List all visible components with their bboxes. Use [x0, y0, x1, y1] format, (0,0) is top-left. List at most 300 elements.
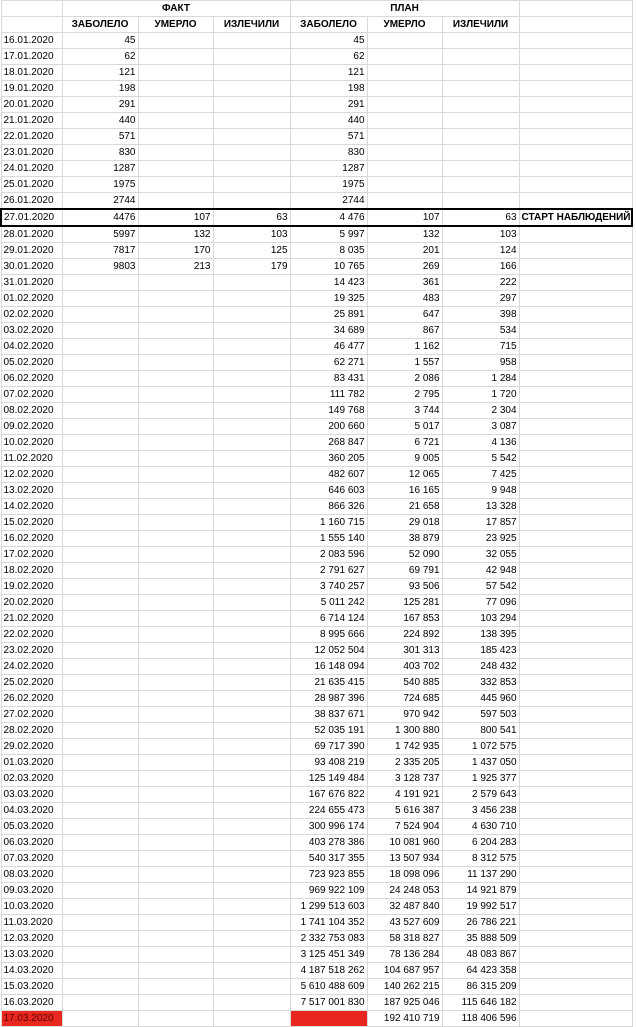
fact-cured-cell[interactable] — [213, 403, 290, 419]
date-cell[interactable]: 21.01.2020 — [1, 113, 62, 129]
empty-cell[interactable] — [519, 65, 632, 81]
plan-cured-cell[interactable]: 1 284 — [442, 371, 519, 387]
plan-cured-cell[interactable] — [442, 177, 519, 193]
fact-dead-cell[interactable] — [138, 467, 213, 483]
fact-dead-cell[interactable] — [138, 403, 213, 419]
fact-sick-cell[interactable]: 198 — [62, 81, 138, 97]
date-cell[interactable]: 04.03.2020 — [1, 803, 62, 819]
fact-sick-cell[interactable] — [62, 691, 138, 707]
empty-cell[interactable] — [519, 1011, 632, 1027]
date-cell[interactable]: 13.03.2020 — [1, 947, 62, 963]
plan-cured-cell[interactable]: 445 960 — [442, 691, 519, 707]
fact-sick-cell[interactable] — [62, 323, 138, 339]
date-cell[interactable]: 07.03.2020 — [1, 851, 62, 867]
plan-sick-cell[interactable]: 14 423 — [290, 275, 367, 291]
plan-cured-cell[interactable]: 1 925 377 — [442, 771, 519, 787]
fact-dead-cell[interactable] — [138, 145, 213, 161]
fact-cured-cell[interactable] — [213, 499, 290, 515]
date-cell[interactable]: 08.03.2020 — [1, 867, 62, 883]
fact-cured-cell[interactable] — [213, 483, 290, 499]
fact-cured-cell[interactable] — [213, 275, 290, 291]
date-cell[interactable]: 01.02.2020 — [1, 291, 62, 307]
plan-sick-cell[interactable]: 10 765 — [290, 259, 367, 275]
fact-dead-cell[interactable] — [138, 307, 213, 323]
plan-sick-cell[interactable]: 167 676 822 — [290, 787, 367, 803]
empty-cell[interactable] — [519, 275, 632, 291]
empty-cell[interactable] — [519, 323, 632, 339]
fact-sick-cell[interactable] — [62, 787, 138, 803]
plan-dead-cell[interactable]: 29 018 — [367, 515, 442, 531]
fact-sick-cell[interactable] — [62, 627, 138, 643]
date-cell[interactable]: 23.02.2020 — [1, 643, 62, 659]
date-cell[interactable]: 18.02.2020 — [1, 563, 62, 579]
date-cell[interactable]: 04.02.2020 — [1, 339, 62, 355]
plan-cured-cell[interactable]: 597 503 — [442, 707, 519, 723]
empty-cell[interactable] — [519, 691, 632, 707]
fact-sick-cell[interactable] — [62, 1011, 138, 1027]
plan-sick-cell[interactable]: 1 299 513 603 — [290, 899, 367, 915]
plan-dead-cell[interactable]: 361 — [367, 275, 442, 291]
fact-sick-cell[interactable]: 7817 — [62, 243, 138, 259]
empty-cell[interactable] — [519, 803, 632, 819]
date-cell[interactable]: 27.02.2020 — [1, 707, 62, 723]
fact-sick-cell[interactable] — [62, 611, 138, 627]
plan-sick-cell[interactable]: 224 655 473 — [290, 803, 367, 819]
fact-cured-cell[interactable] — [213, 947, 290, 963]
fact-cured-cell[interactable] — [213, 915, 290, 931]
plan-dead-cell[interactable]: 2 795 — [367, 387, 442, 403]
plan-dead-cell[interactable]: 1 300 880 — [367, 723, 442, 739]
plan-sick-cell[interactable]: 1 160 715 — [290, 515, 367, 531]
plan-cured-cell[interactable] — [442, 193, 519, 210]
fact-sick-cell[interactable] — [62, 339, 138, 355]
fact-sick-cell[interactable] — [62, 883, 138, 899]
plan-dead-cell[interactable] — [367, 177, 442, 193]
empty-cell[interactable] — [519, 387, 632, 403]
fact-cured-cell[interactable] — [213, 113, 290, 129]
fact-dead-cell[interactable] — [138, 435, 213, 451]
plan-dead-cell[interactable]: 3 128 737 — [367, 771, 442, 787]
fact-sick-cell[interactable] — [62, 723, 138, 739]
plan-sick-cell[interactable]: 4 476 — [290, 209, 367, 226]
fact-sick-cell[interactable] — [62, 947, 138, 963]
fact-dead-cell[interactable] — [138, 579, 213, 595]
plan-cured-cell[interactable]: 3 087 — [442, 419, 519, 435]
plan-dead-cell[interactable] — [367, 49, 442, 65]
empty-cell[interactable] — [519, 339, 632, 355]
plan-cured-cell[interactable]: 42 948 — [442, 563, 519, 579]
empty-cell[interactable] — [519, 563, 632, 579]
group-header-plan[interactable]: ПЛАН — [290, 1, 519, 17]
fact-dead-cell[interactable] — [138, 787, 213, 803]
fact-sick-cell[interactable] — [62, 835, 138, 851]
date-cell[interactable]: 25.02.2020 — [1, 675, 62, 691]
empty-cell[interactable] — [519, 851, 632, 867]
group-header-fact[interactable]: ФАКТ — [62, 1, 290, 17]
fact-sick-cell[interactable] — [62, 499, 138, 515]
plan-dead-cell[interactable]: 1 162 — [367, 339, 442, 355]
fact-dead-cell[interactable] — [138, 931, 213, 947]
date-cell[interactable]: 17.02.2020 — [1, 547, 62, 563]
empty-cell[interactable] — [519, 226, 632, 243]
fact-sick-cell[interactable] — [62, 995, 138, 1011]
plan-dead-cell[interactable]: 9 005 — [367, 451, 442, 467]
plan-sick-cell[interactable]: 28 987 396 — [290, 691, 367, 707]
fact-dead-cell[interactable] — [138, 129, 213, 145]
fact-cured-cell[interactable] — [213, 755, 290, 771]
plan-dead-cell[interactable]: 13 507 934 — [367, 851, 442, 867]
plan-sick-cell[interactable]: 5 610 488 609 — [290, 979, 367, 995]
plan-dead-cell[interactable]: 5 017 — [367, 419, 442, 435]
plan-sick-cell[interactable]: 69 717 390 — [290, 739, 367, 755]
plan-dead-cell[interactable]: 24 248 053 — [367, 883, 442, 899]
plan-cured-cell[interactable] — [442, 33, 519, 49]
plan-cured-cell[interactable]: 4 630 710 — [442, 819, 519, 835]
marker-note[interactable]: СТАРТ НАБЛЮДЕНИЙ — [519, 209, 632, 226]
fact-dead-cell[interactable] — [138, 81, 213, 97]
fact-dead-cell[interactable] — [138, 161, 213, 177]
plan-sick-cell[interactable]: 1287 — [290, 161, 367, 177]
plan-cured-cell[interactable]: 138 395 — [442, 627, 519, 643]
fact-cured-cell[interactable] — [213, 371, 290, 387]
plan-dead-cell[interactable]: 301 313 — [367, 643, 442, 659]
fact-sick-cell[interactable]: 830 — [62, 145, 138, 161]
plan-sick-cell[interactable]: 2 791 627 — [290, 563, 367, 579]
plan-sick-cell[interactable]: 646 603 — [290, 483, 367, 499]
plan-dead-cell[interactable]: 224 892 — [367, 627, 442, 643]
plan-cured-cell[interactable]: 17 857 — [442, 515, 519, 531]
fact-sick-cell[interactable]: 571 — [62, 129, 138, 145]
fact-dead-cell[interactable] — [138, 627, 213, 643]
col-header-plan-dead[interactable]: УМЕРЛО — [367, 17, 442, 33]
empty-cell[interactable] — [519, 243, 632, 259]
fact-cured-cell[interactable] — [213, 579, 290, 595]
plan-dead-cell[interactable]: 16 165 — [367, 483, 442, 499]
fact-dead-cell[interactable] — [138, 659, 213, 675]
empty-cell[interactable] — [519, 97, 632, 113]
plan-cured-cell[interactable] — [442, 81, 519, 97]
plan-dead-cell[interactable]: 5 616 387 — [367, 803, 442, 819]
fact-dead-cell[interactable] — [138, 1011, 213, 1027]
plan-sick-cell[interactable]: 8 995 666 — [290, 627, 367, 643]
plan-dead-cell[interactable]: 3 744 — [367, 403, 442, 419]
plan-sick-cell[interactable]: 1 741 104 352 — [290, 915, 367, 931]
fact-dead-cell[interactable]: 132 — [138, 226, 213, 243]
empty-cell[interactable] — [1, 17, 62, 33]
plan-cured-cell[interactable]: 103 294 — [442, 611, 519, 627]
plan-dead-cell[interactable]: 970 942 — [367, 707, 442, 723]
fact-cured-cell[interactable] — [213, 723, 290, 739]
empty-cell[interactable] — [519, 291, 632, 307]
col-header-fact-sick[interactable]: ЗАБОЛЕЛО — [62, 17, 138, 33]
fact-dead-cell[interactable] — [138, 193, 213, 210]
plan-dead-cell[interactable]: 38 879 — [367, 531, 442, 547]
plan-cured-cell[interactable]: 1 437 050 — [442, 755, 519, 771]
plan-dead-cell[interactable] — [367, 129, 442, 145]
date-cell[interactable]: 17.03.2020 — [1, 1011, 62, 1027]
date-cell[interactable]: 16.01.2020 — [1, 33, 62, 49]
empty-cell[interactable] — [519, 435, 632, 451]
plan-sick-cell[interactable]: 571 — [290, 129, 367, 145]
plan-cured-cell[interactable]: 118 406 596 — [442, 1011, 519, 1027]
plan-dead-cell[interactable]: 1 742 935 — [367, 739, 442, 755]
fact-sick-cell[interactable] — [62, 291, 138, 307]
plan-dead-cell[interactable]: 167 853 — [367, 611, 442, 627]
fact-dead-cell[interactable] — [138, 819, 213, 835]
fact-cured-cell[interactable]: 179 — [213, 259, 290, 275]
plan-sick-cell[interactable]: 2 083 596 — [290, 547, 367, 563]
fact-dead-cell[interactable] — [138, 113, 213, 129]
fact-dead-cell[interactable] — [138, 771, 213, 787]
empty-cell[interactable] — [519, 755, 632, 771]
plan-dead-cell[interactable]: 52 090 — [367, 547, 442, 563]
empty-cell[interactable] — [519, 403, 632, 419]
empty-cell[interactable] — [519, 643, 632, 659]
fact-cured-cell[interactable] — [213, 97, 290, 113]
fact-cured-cell[interactable] — [213, 739, 290, 755]
fact-cured-cell[interactable] — [213, 611, 290, 627]
fact-dead-cell[interactable] — [138, 915, 213, 931]
plan-cured-cell[interactable] — [442, 113, 519, 129]
plan-sick-cell[interactable]: 1975 — [290, 177, 367, 193]
plan-dead-cell[interactable]: 21 658 — [367, 499, 442, 515]
plan-dead-cell[interactable]: 18 098 096 — [367, 867, 442, 883]
col-header-fact-dead[interactable]: УМЕРЛО — [138, 17, 213, 33]
fact-cured-cell[interactable] — [213, 963, 290, 979]
plan-dead-cell[interactable]: 7 524 904 — [367, 819, 442, 835]
empty-cell[interactable] — [519, 899, 632, 915]
fact-sick-cell[interactable]: 9803 — [62, 259, 138, 275]
plan-sick-cell[interactable]: 300 996 174 — [290, 819, 367, 835]
fact-sick-cell[interactable] — [62, 451, 138, 467]
date-cell[interactable]: 01.03.2020 — [1, 755, 62, 771]
plan-dead-cell[interactable]: 1 557 — [367, 355, 442, 371]
fact-dead-cell[interactable] — [138, 387, 213, 403]
plan-dead-cell[interactable]: 4 191 921 — [367, 787, 442, 803]
plan-dead-cell[interactable]: 2 335 205 — [367, 755, 442, 771]
plan-dead-cell[interactable]: 10 081 960 — [367, 835, 442, 851]
fact-sick-cell[interactable]: 2744 — [62, 193, 138, 210]
empty-cell[interactable] — [519, 499, 632, 515]
plan-sick-cell[interactable]: 93 408 219 — [290, 755, 367, 771]
empty-cell[interactable] — [519, 307, 632, 323]
date-cell[interactable]: 16.02.2020 — [1, 531, 62, 547]
plan-cured-cell[interactable]: 1 720 — [442, 387, 519, 403]
col-header-plan-cured[interactable]: ИЗЛЕЧИЛИ — [442, 17, 519, 33]
fact-dead-cell[interactable] — [138, 899, 213, 915]
fact-dead-cell[interactable] — [138, 371, 213, 387]
date-cell[interactable]: 29.02.2020 — [1, 739, 62, 755]
fact-sick-cell[interactable] — [62, 371, 138, 387]
empty-cell[interactable] — [519, 915, 632, 931]
fact-sick-cell[interactable] — [62, 659, 138, 675]
date-cell[interactable]: 26.02.2020 — [1, 691, 62, 707]
fact-dead-cell[interactable] — [138, 97, 213, 113]
fact-dead-cell[interactable] — [138, 835, 213, 851]
fact-sick-cell[interactable] — [62, 979, 138, 995]
fact-cured-cell[interactable]: 103 — [213, 226, 290, 243]
plan-cured-cell[interactable]: 185 423 — [442, 643, 519, 659]
plan-sick-cell[interactable]: 7 696 426 779 — [290, 1011, 367, 1027]
plan-sick-cell[interactable]: 83 431 — [290, 371, 367, 387]
fact-dead-cell[interactable] — [138, 963, 213, 979]
date-cell[interactable]: 30.01.2020 — [1, 259, 62, 275]
plan-sick-cell[interactable]: 62 271 — [290, 355, 367, 371]
empty-cell[interactable] — [519, 161, 632, 177]
date-cell[interactable]: 07.02.2020 — [1, 387, 62, 403]
fact-dead-cell[interactable] — [138, 323, 213, 339]
fact-sick-cell[interactable]: 5997 — [62, 226, 138, 243]
fact-dead-cell[interactable] — [138, 547, 213, 563]
plan-cured-cell[interactable]: 48 083 867 — [442, 947, 519, 963]
fact-sick-cell[interactable]: 291 — [62, 97, 138, 113]
fact-sick-cell[interactable] — [62, 899, 138, 915]
plan-cured-cell[interactable]: 715 — [442, 339, 519, 355]
date-cell[interactable]: 24.01.2020 — [1, 161, 62, 177]
date-cell[interactable]: 09.03.2020 — [1, 883, 62, 899]
fact-cured-cell[interactable] — [213, 819, 290, 835]
date-cell[interactable]: 19.02.2020 — [1, 579, 62, 595]
plan-dead-cell[interactable]: 540 885 — [367, 675, 442, 691]
plan-dead-cell[interactable]: 6 721 — [367, 435, 442, 451]
plan-cured-cell[interactable]: 297 — [442, 291, 519, 307]
fact-cured-cell[interactable] — [213, 803, 290, 819]
plan-cured-cell[interactable]: 534 — [442, 323, 519, 339]
fact-cured-cell[interactable] — [213, 33, 290, 49]
plan-dead-cell[interactable] — [367, 145, 442, 161]
plan-sick-cell[interactable]: 46 477 — [290, 339, 367, 355]
date-cell[interactable]: 22.02.2020 — [1, 627, 62, 643]
date-cell[interactable]: 23.01.2020 — [1, 145, 62, 161]
plan-sick-cell[interactable]: 16 148 094 — [290, 659, 367, 675]
date-cell[interactable]: 24.02.2020 — [1, 659, 62, 675]
empty-cell[interactable] — [519, 611, 632, 627]
empty-cell[interactable] — [519, 787, 632, 803]
fact-sick-cell[interactable]: 1287 — [62, 161, 138, 177]
empty-cell[interactable] — [519, 193, 632, 210]
date-cell[interactable]: 08.02.2020 — [1, 403, 62, 419]
plan-dead-cell[interactable] — [367, 97, 442, 113]
plan-cured-cell[interactable] — [442, 49, 519, 65]
plan-sick-cell[interactable]: 2 332 753 083 — [290, 931, 367, 947]
plan-sick-cell[interactable]: 723 923 855 — [290, 867, 367, 883]
plan-sick-cell[interactable]: 45 — [290, 33, 367, 49]
plan-dead-cell[interactable]: 12 065 — [367, 467, 442, 483]
fact-cured-cell[interactable] — [213, 643, 290, 659]
fact-dead-cell[interactable] — [138, 867, 213, 883]
date-cell[interactable]: 11.02.2020 — [1, 451, 62, 467]
empty-cell[interactable] — [519, 883, 632, 899]
plan-dead-cell[interactable] — [367, 161, 442, 177]
plan-dead-cell[interactable]: 269 — [367, 259, 442, 275]
plan-cured-cell[interactable]: 14 921 879 — [442, 883, 519, 899]
plan-dead-cell[interactable]: 403 702 — [367, 659, 442, 675]
empty-cell[interactable] — [519, 739, 632, 755]
plan-sick-cell[interactable]: 5 997 — [290, 226, 367, 243]
plan-cured-cell[interactable]: 2 304 — [442, 403, 519, 419]
plan-sick-cell[interactable]: 1 555 140 — [290, 531, 367, 547]
col-header-plan-sick[interactable]: ЗАБОЛЕЛО — [290, 17, 367, 33]
plan-sick-cell[interactable]: 62 — [290, 49, 367, 65]
plan-dead-cell[interactable]: 187 925 046 — [367, 995, 442, 1011]
fact-dead-cell[interactable] — [138, 49, 213, 65]
fact-dead-cell[interactable] — [138, 499, 213, 515]
empty-cell[interactable] — [519, 467, 632, 483]
plan-cured-cell[interactable]: 5 542 — [442, 451, 519, 467]
date-cell[interactable]: 15.03.2020 — [1, 979, 62, 995]
fact-sick-cell[interactable] — [62, 771, 138, 787]
fact-dead-cell[interactable] — [138, 707, 213, 723]
empty-cell[interactable] — [519, 145, 632, 161]
date-cell[interactable]: 22.01.2020 — [1, 129, 62, 145]
plan-cured-cell[interactable]: 800 541 — [442, 723, 519, 739]
fact-cured-cell[interactable] — [213, 995, 290, 1011]
plan-sick-cell[interactable]: 52 035 191 — [290, 723, 367, 739]
plan-dead-cell[interactable]: 132 — [367, 226, 442, 243]
empty-cell[interactable] — [519, 33, 632, 49]
date-cell[interactable]: 02.03.2020 — [1, 771, 62, 787]
fact-cured-cell[interactable] — [213, 659, 290, 675]
plan-cured-cell[interactable]: 4 136 — [442, 435, 519, 451]
plan-cured-cell[interactable]: 3 456 238 — [442, 803, 519, 819]
fact-dead-cell[interactable] — [138, 947, 213, 963]
fact-sick-cell[interactable] — [62, 547, 138, 563]
date-cell[interactable]: 09.02.2020 — [1, 419, 62, 435]
plan-dead-cell[interactable]: 32 487 840 — [367, 899, 442, 915]
plan-cured-cell[interactable]: 11 137 290 — [442, 867, 519, 883]
empty-cell[interactable] — [519, 771, 632, 787]
plan-sick-cell[interactable]: 540 317 355 — [290, 851, 367, 867]
plan-cured-cell[interactable]: 77 096 — [442, 595, 519, 611]
fact-sick-cell[interactable] — [62, 435, 138, 451]
empty-cell[interactable] — [519, 579, 632, 595]
fact-cured-cell[interactable] — [213, 419, 290, 435]
plan-cured-cell[interactable] — [442, 129, 519, 145]
empty-cell[interactable] — [519, 659, 632, 675]
fact-sick-cell[interactable]: 4476 — [62, 209, 138, 226]
fact-dead-cell[interactable] — [138, 995, 213, 1011]
plan-cured-cell[interactable]: 2 579 643 — [442, 787, 519, 803]
plan-dead-cell[interactable]: 201 — [367, 243, 442, 259]
plan-sick-cell[interactable]: 3 125 451 349 — [290, 947, 367, 963]
plan-dead-cell[interactable] — [367, 81, 442, 97]
fact-dead-cell[interactable] — [138, 643, 213, 659]
fact-sick-cell[interactable] — [62, 515, 138, 531]
plan-dead-cell[interactable]: 724 685 — [367, 691, 442, 707]
fact-sick-cell[interactable] — [62, 403, 138, 419]
empty-cell[interactable] — [519, 17, 632, 33]
date-cell[interactable]: 19.01.2020 — [1, 81, 62, 97]
fact-dead-cell[interactable] — [138, 515, 213, 531]
fact-dead-cell[interactable] — [138, 691, 213, 707]
fact-cured-cell[interactable] — [213, 675, 290, 691]
fact-dead-cell[interactable] — [138, 419, 213, 435]
plan-sick-cell[interactable]: 7 517 001 830 — [290, 995, 367, 1011]
fact-cured-cell[interactable] — [213, 835, 290, 851]
fact-cured-cell[interactable] — [213, 563, 290, 579]
plan-sick-cell[interactable]: 440 — [290, 113, 367, 129]
fact-sick-cell[interactable] — [62, 355, 138, 371]
fact-cured-cell[interactable] — [213, 307, 290, 323]
plan-sick-cell[interactable]: 38 837 671 — [290, 707, 367, 723]
fact-dead-cell[interactable] — [138, 483, 213, 499]
plan-sick-cell[interactable]: 34 689 — [290, 323, 367, 339]
empty-cell[interactable] — [519, 515, 632, 531]
fact-dead-cell[interactable]: 170 — [138, 243, 213, 259]
fact-cured-cell[interactable] — [213, 547, 290, 563]
plan-cured-cell[interactable]: 124 — [442, 243, 519, 259]
fact-dead-cell[interactable] — [138, 803, 213, 819]
